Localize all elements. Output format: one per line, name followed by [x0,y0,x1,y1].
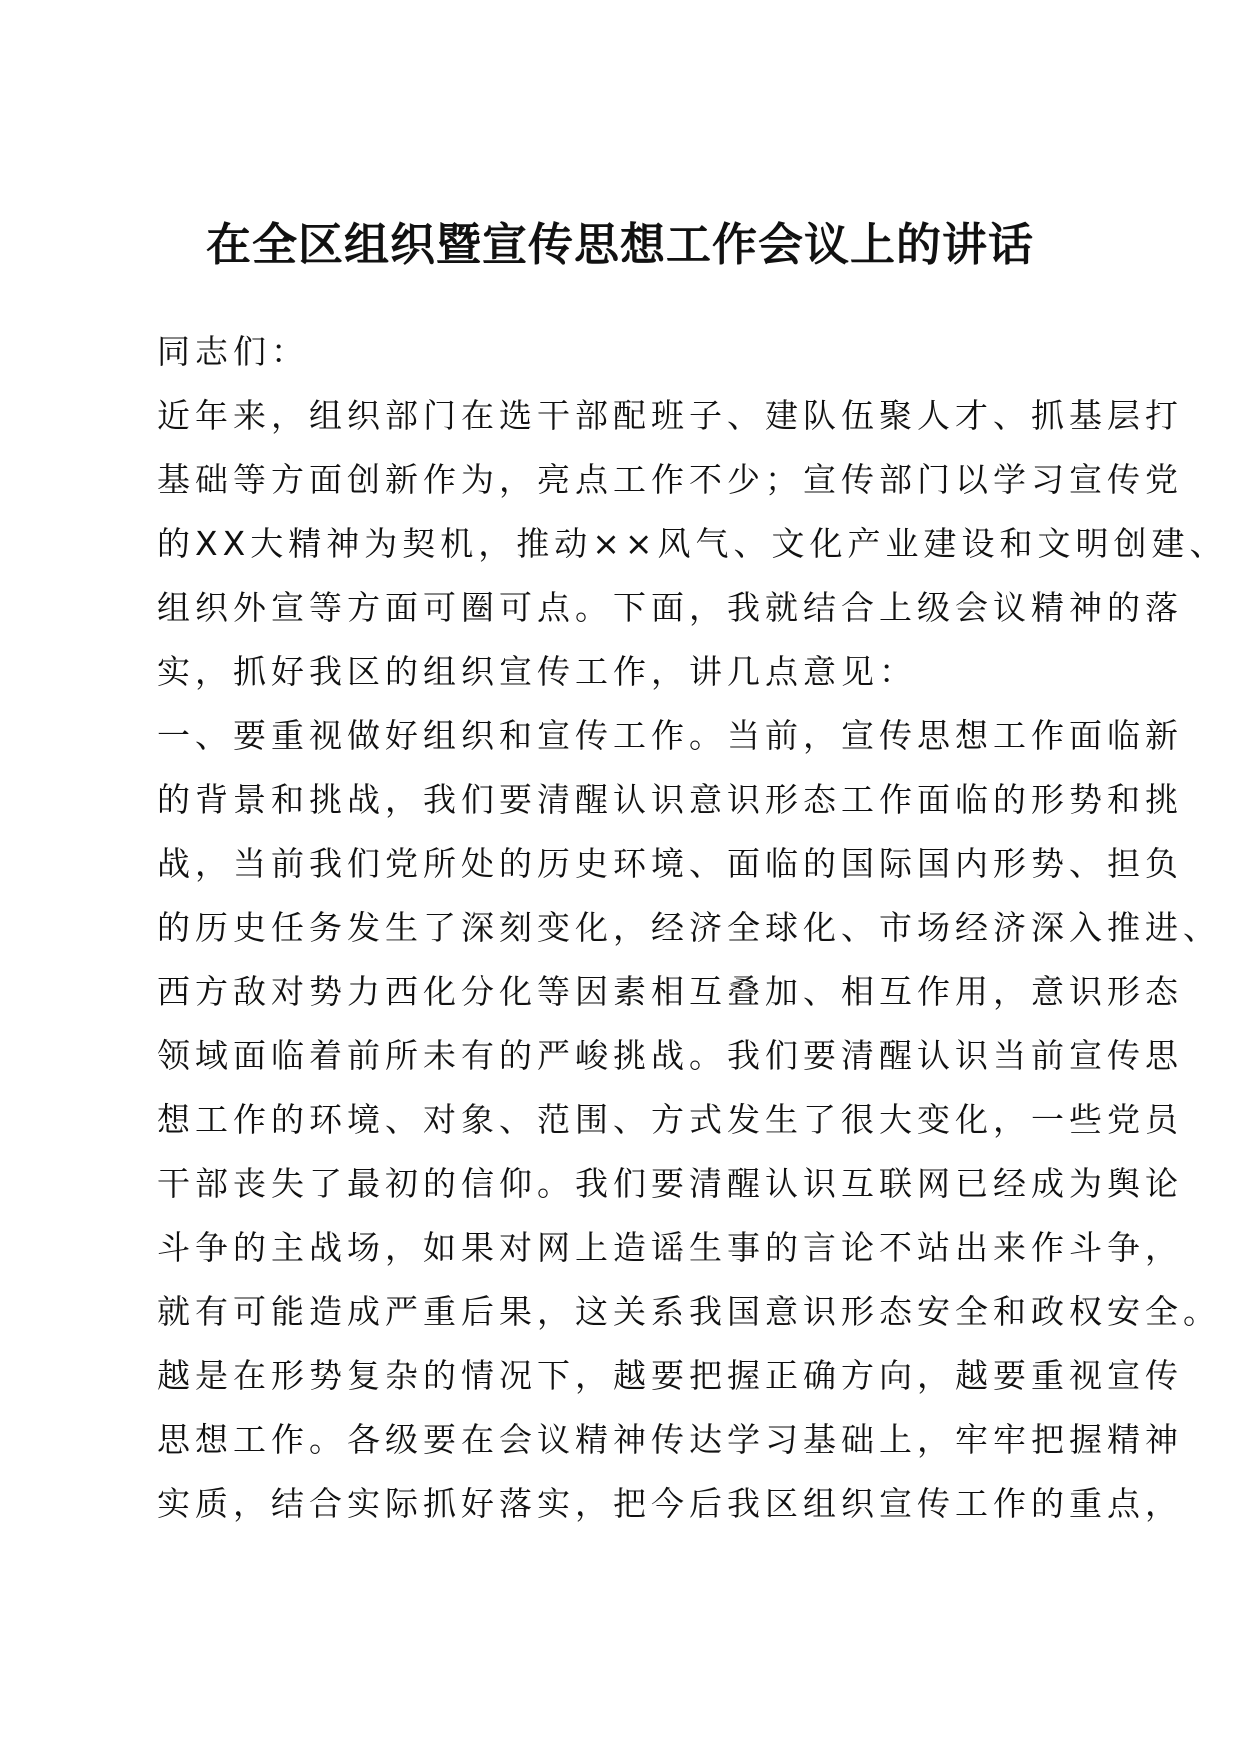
body-line: 的历史任务发生了深刻变化，经济全球化、市场经济深入推进、 [157,908,1221,947]
body-line: 基础等方面创新作为，亮点工作不少；宣传部门以学习宣传党 [157,460,1183,499]
body-line: 越是在形势复杂的情况下，越要把握正确方向，越要重视宣传 [157,1356,1183,1395]
body-line: 实质，结合实际抓好落实，把今后我区组织宣传工作的重点， [157,1484,1183,1523]
body-line: 干部丧失了最初的信仰。我们要清醒认识互联网已经成为舆论 [157,1164,1183,1203]
document-body [157,320,1228,1536]
body-line: 的背景和挑战，我们要清醒认识意识形态工作面临的形势和挑 [157,780,1183,819]
body-line: 领域面临着前所未有的严峻挑战。我们要清醒认识当前宣传思 [157,1036,1183,1075]
body-line: 近年来，组织部门在选干部配班子、建队伍聚人才、抓基层打 [157,396,1183,435]
section-heading-line: 一、要重视做好组织和宣传工作。当前，宣传思想工作面临新 [157,716,1183,755]
body-line: 想工作的环境、对象、范围、方式发生了很大变化，一些党员 [157,1100,1183,1139]
body-line: 斗争的主战场，如果对网上造谣生事的言论不站出来作斗争， [157,1228,1183,1267]
body-line: 组织外宣等方面可圈可点。下面，我就结合上级会议精神的落 [157,588,1183,627]
body-line: 思想工作。各级要在会议精神传达学习基础上，牢牢把握精神 [157,1420,1183,1459]
body-line: 实，抓好我区的组织宣传工作，讲几点意见： [157,652,917,691]
document-title: 在全区组织暨宣传思想工作会议上的讲话 [205,218,1034,271]
body-line: 战，当前我们党所处的历史环境、面临的国际国内形势、担负 [157,844,1183,883]
body-line: 就有可能造成严重后果，这关系我国意识形态安全和政权安全。 [157,1292,1221,1331]
body-line-salutation: 同志们： [157,332,309,371]
body-line: 西方敌对势力西化分化等因素相互叠加、相互作用，意识形态 [157,972,1183,1011]
body-line: 的XX大精神为契机，推动××风气、文化产业建设和文明创建、 [157,524,1228,563]
